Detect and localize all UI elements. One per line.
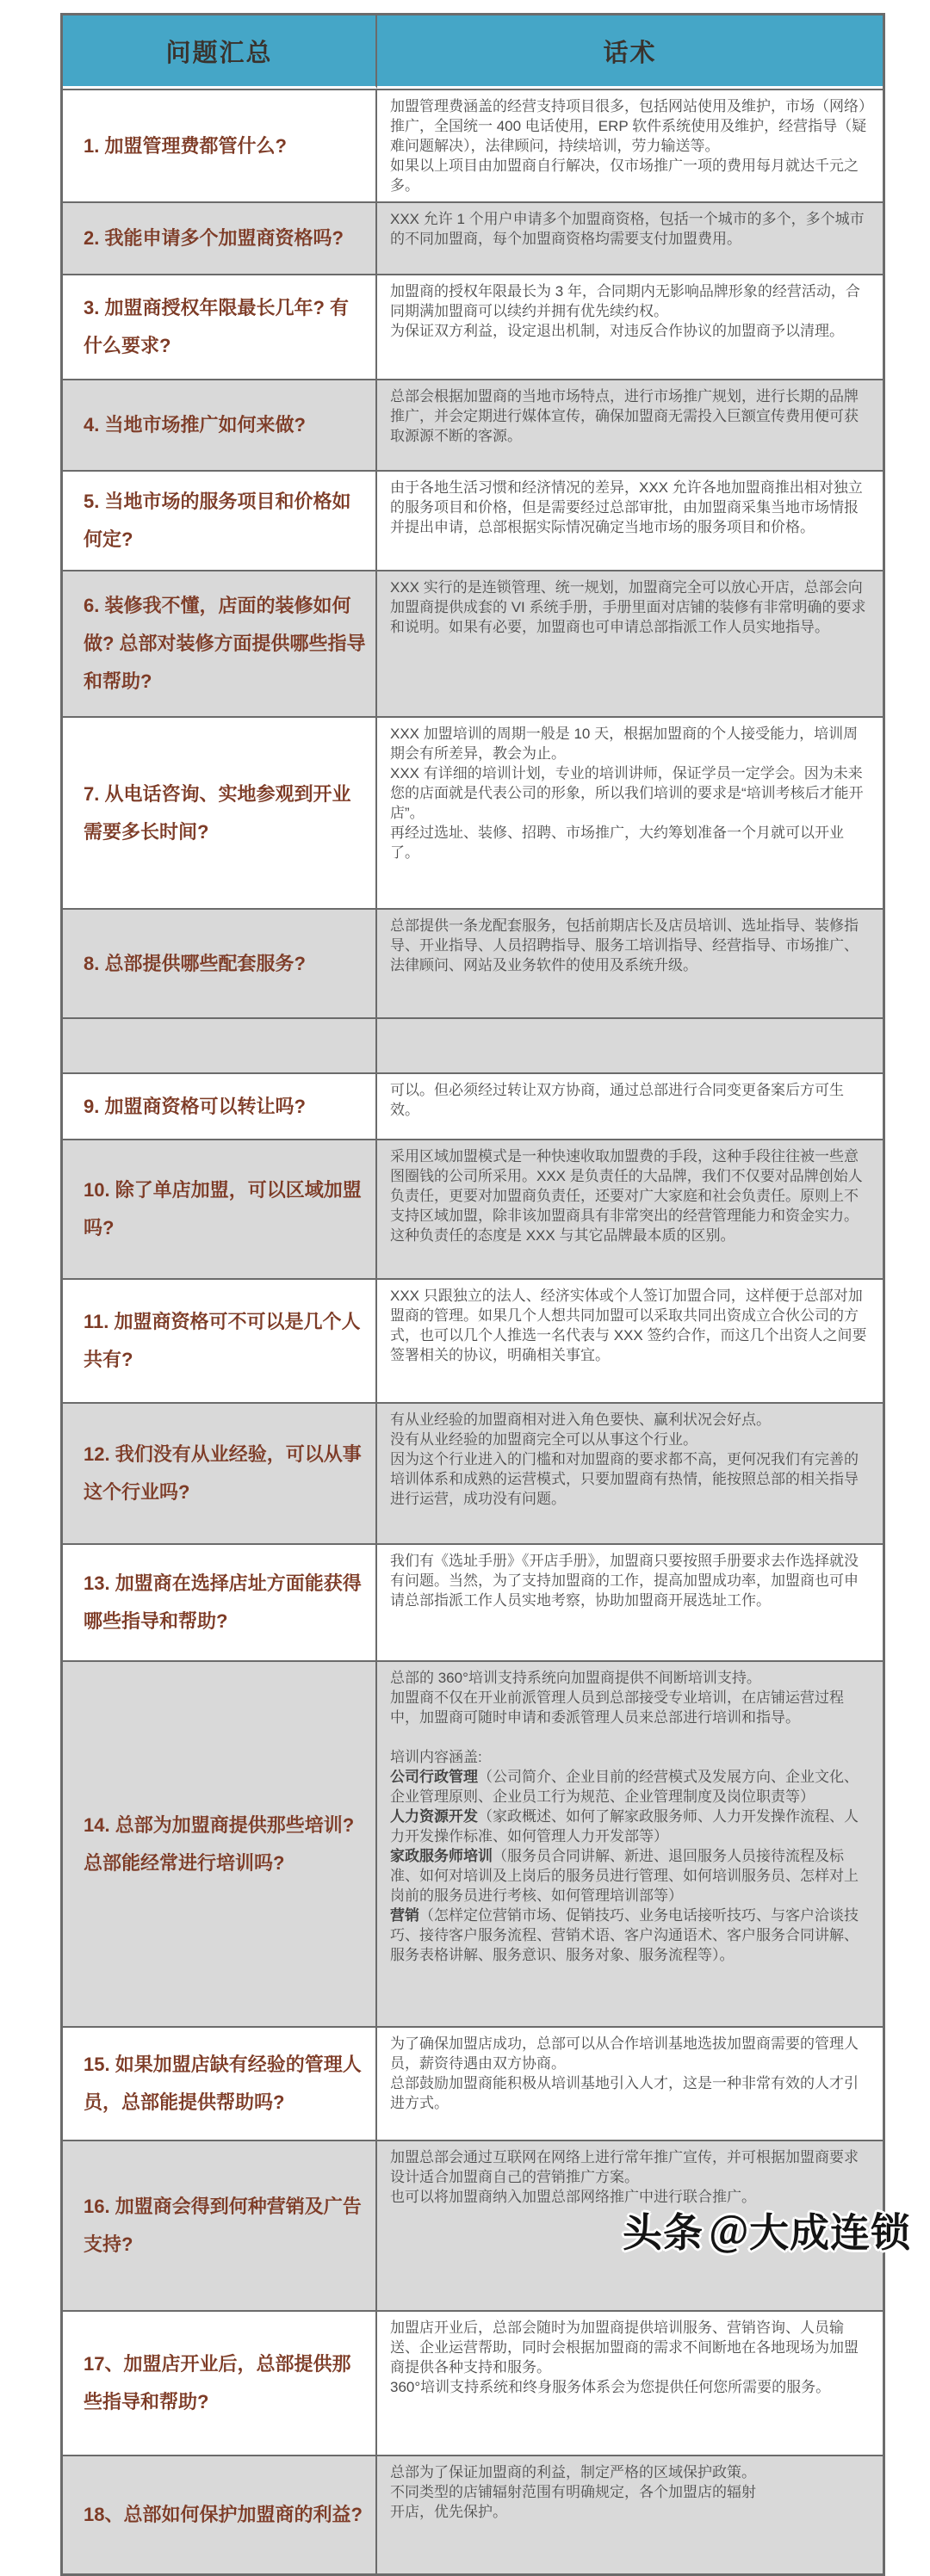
answer-paragraph: 培训内容涵盖: <box>390 1749 482 1765</box>
answer-paragraph: 加盟店开业后，总部会随时为加盟商提供培训服务、营销咨询、人员输送、企业运营帮助，同时会根据加盟商的需求不间断地在各地现场为加盟商提供各种支持和服务。 <box>390 2320 859 2375</box>
watermark-brand: 头条 <box>623 2210 704 2255</box>
answer-paragraph: XXX 实行的是连锁管理、统一规划，加盟商完全可以放心开店，总部会向加盟商提供成套的 VI 系统手册，手册里面对店铺的装修有非常明确的要求和说明。如果有必要，加盟商也可申请总部指派工作人员实地指导。 <box>390 579 866 635</box>
answer-paragraph: 总部的 360°培训支持系统向加盟商提供不间断培训支持。 <box>390 1670 761 1686</box>
answer-paragraph: 加盟总部会通过互联网在网络上进行常年推广宣传，并可根据加盟商要求设计适合加盟商自己的营销推广方案。 <box>390 2149 859 2185</box>
answer-cell <box>377 274 883 379</box>
question-text: 17、加盟店开业后，总部提供那些指导和帮助? <box>84 2353 351 2412</box>
question-text: 5. 当地市场的服务项目和价格如何定? <box>84 491 351 550</box>
question-cell <box>63 201 377 274</box>
faq-row <box>63 716 883 908</box>
faq-row <box>63 1402 883 1543</box>
faq-row <box>63 908 883 1017</box>
question-cell <box>63 1017 377 1072</box>
question-cell <box>63 1543 377 1660</box>
question-cell <box>63 1660 377 2026</box>
faq-row <box>63 2026 883 2140</box>
question-cell <box>63 274 377 379</box>
question-cell <box>63 379 377 470</box>
answer-paragraph: 为保证双方利益，设定退出机制，对违反合作协议的加盟商予以清理。 <box>390 323 844 339</box>
question-text: 2. 我能申请多个加盟商资格吗? <box>84 227 344 249</box>
answer-paragraph: 人力资源开发（家政概述、如何了解家政服务师、人力开发操作流程、人力开发操作标准、如何管理人力开发部等） <box>390 1808 859 1844</box>
answer-paragraph: 由于各地生活习惯和经济情况的差异，XXX 允许各地加盟商推出相对独立的服务项目和价格，但是需要经过总部审批，由加盟商采集当地市场情报并提出申请，总部根据实际情况确定当地市场的服务项目和价格。 <box>390 479 863 535</box>
answer-paragraph: 公司行政管理（公司简介、企业目前的经营模式及发展方向、企业文化、企业管理原则、企业员工行为规范、企业管理制度及岗位职责等） <box>390 1769 859 1805</box>
answer-paragraph <box>390 1727 869 1747</box>
answer-cell <box>377 1402 883 1543</box>
faq-row <box>63 2455 883 2573</box>
answer-cell <box>377 1017 883 1072</box>
faq-spacer-row <box>63 1017 883 1072</box>
question-text: 18、总部如何保护加盟商的利益? <box>84 2504 363 2525</box>
answer-cell <box>377 2455 883 2573</box>
question-cell <box>63 2310 377 2455</box>
answer-paragraph: 也可以将加盟商纳入加盟总部网络推广中进行联合推广。 <box>390 2189 756 2205</box>
question-text: 12. 我们没有从业经验，可以从事这个行业吗? <box>84 1443 362 1503</box>
question-cell <box>63 470 377 570</box>
faq-row <box>63 1139 883 1278</box>
question-text: 9. 加盟商资格可以转让吗? <box>84 1095 306 1117</box>
answer-paragraph: 如果以上项目由加盟商自行解决，仅市场推广一项的费用每月就达千元之多。 <box>390 158 859 194</box>
question-cell <box>63 1278 377 1402</box>
answer-paragraph: 开店，优先保护。 <box>390 2504 507 2520</box>
answer-paragraph: 总部鼓励加盟商能积极从培训基地引入人才，这是一种非常有效的人才引进方式。 <box>390 2075 859 2111</box>
answer-paragraph: 营销（怎样定位营销市场、促销技巧、业务电话接听技巧、与客户洽谈技巧、接待客户服务流程、营销术语、客户沟通语术、客户服务合同讲解、服务表格讲解、服务意识、服务对象、服务流程等）。 <box>390 1907 859 1963</box>
faq-row <box>63 1278 883 1402</box>
faq-row <box>63 570 883 716</box>
faq-row <box>63 201 883 274</box>
question-cell <box>63 2026 377 2140</box>
answer-bold-term: 营销 <box>390 1907 419 1924</box>
question-text: 15. 如果加盟店缺有经验的管理人员，总部能提供帮助吗? <box>84 2054 362 2113</box>
question-text: 14. 总部为加盟商提供那些培训? 总部能经常进行培训吗? <box>84 1813 355 1874</box>
answer-cell <box>377 89 883 201</box>
question-text: 8. 总部提供哪些配套服务? <box>84 952 306 974</box>
faq-table-body <box>63 89 883 2573</box>
answer-cell <box>377 2026 883 2140</box>
faq-table <box>60 13 885 2576</box>
answer-paragraph: 为了确保加盟店成功，总部可以从合作培训基地选拔加盟商需要的管理人员，薪资待遇由双方协商。 <box>390 2035 859 2072</box>
question-cell <box>63 1402 377 1543</box>
question-cell <box>63 908 377 1017</box>
answer-paragraph: 加盟管理费涵盖的经营支持项目很多，包括网站使用及维护，市场（网络）推广，全国统一 400 电话使用，ERP 软件系统使用及维护，经营指导（疑难问题解决），法律顾问，持续培训，劳力输送等。 <box>390 98 867 154</box>
answer-paragraph: 因为这个行业进入的门槛和对加盟商的要求都不高，更何况我们有完善的培训体系和成熟的运营模式，只要加盟商有热情，能按照总部的相关指导进行运营，成功没有问题。 <box>390 1451 859 1507</box>
answer-paragraph: XXX 有详细的培训计划，专业的培训讲师，保证学员一定学会。因为未来您的店面就是代表公司的形象，所以我们培训的要求是“培训考核后才能开店”。 <box>390 765 864 821</box>
question-text: 13. 加盟商在选择店址方面能获得哪些指导和帮助? <box>84 1572 362 1632</box>
question-column-header: 问题汇总 <box>63 15 377 89</box>
answer-cell <box>377 1278 883 1402</box>
answer-paragraph: 家政服务师培训（服务员合同讲解、新进、退回服务人员接待流程及标准、如何对培训及上岗后的服务员进行管理、如何培训服务员、怎样对上岗前的服务员进行考核、如何管理培训部等） <box>390 1848 859 1904</box>
answer-paragraph: 360°培训支持系统和终身服务体系会为您提供任何您所需要的服务。 <box>390 2379 831 2395</box>
question-cell <box>63 2140 377 2310</box>
faq-row <box>63 470 883 570</box>
answer-paragraph: 可以。但必须经过转让双方协商，通过总部进行合同变更备案后方可生效。 <box>390 1082 844 1118</box>
faq-row <box>63 89 883 201</box>
answer-paragraph: XXX 只跟独立的法人、经济实体或个人签订加盟合同，这样便于总部对加盟商的管理。如果几个人想共同加盟可以采取共同出资成立合伙公司的方式，也可以几个人推选一名代表与 XXX 签约合作，而这几个出资人之间要签署相关的协议，明确相关事宜。 <box>390 1288 867 1363</box>
header-row <box>63 15 883 89</box>
answer-paragraph: 我们有《选址手册》《开店手册》，加盟商只要按照手册要求去作选择就没有问题。当然，为了支持加盟商的工作，提高加盟成功率，加盟商也可申请总部指派工作人员实地考察，协助加盟商开展选址工作。 <box>390 1553 859 1609</box>
question-text: 11. 加盟商资格可不可以是几个人共有? <box>84 1311 361 1370</box>
question-text: 10. 除了单店加盟，可以区域加盟吗? <box>84 1179 362 1239</box>
answer-paragraph: XXX 允许 1 个用户申请多个加盟商资格，包括一个城市的多个，多个城市的不同加盟商，每个加盟商资格均需要支付加盟费用。 <box>390 211 865 247</box>
faq-row <box>63 1660 883 2026</box>
watermark-handle: ＠大成连锁 <box>709 2210 911 2255</box>
question-cell <box>63 1072 377 1139</box>
faq-row <box>63 274 883 379</box>
question-text: 4. 当地市场推广如何来做? <box>84 414 306 436</box>
answer-cell <box>377 570 883 716</box>
answer-bold-term: 人力资源开发 <box>390 1808 478 1825</box>
answer-paragraph: 加盟商的授权年限最长为 3 年，合同期内无影响品牌形象的经营活动，合同期满加盟商可以续约并拥有优先续约权。 <box>390 283 860 319</box>
answer-paragraph: 不同类型的店铺辐射范围有明确规定，各个加盟店的辐射 <box>390 2484 756 2500</box>
watermark <box>623 2202 911 2258</box>
answer-bold-term: 公司行政管理 <box>390 1769 478 1785</box>
answer-cell <box>377 1660 883 2026</box>
question-text: 16. 加盟商会得到何种营销及广告支持? <box>84 2196 362 2255</box>
question-text: 1. 加盟管理费都管什么? <box>84 134 287 157</box>
answer-paragraph: 总部为了保证加盟商的利益，制定严格的区域保护政策。 <box>390 2464 756 2480</box>
answer-cell <box>377 1139 883 1278</box>
question-cell <box>63 89 377 201</box>
answer-cell <box>377 2310 883 2455</box>
answer-paragraph: XXX 加盟培训的周期一般是 10 天，根据加盟商的个人接受能力，培训周期会有所差异，教会为止。 <box>390 726 859 762</box>
answer-cell <box>377 1543 883 1660</box>
answer-bold-term: 家政服务师培训 <box>390 1848 493 1864</box>
question-text: 3. 加盟商授权年限最长几年? 有什么要求? <box>84 297 350 356</box>
question-cell <box>63 2455 377 2573</box>
answer-paragraph: 没有从业经验的加盟商完全可以从事这个行业。 <box>390 1431 698 1448</box>
question-text: 6. 装修我不懂，店面的装修如何做? 总部对装修方面提供哪些指导和帮助? <box>84 595 366 692</box>
question-cell <box>63 1139 377 1278</box>
answer-cell <box>377 1072 883 1139</box>
answer-cell <box>377 716 883 908</box>
answer-cell <box>377 908 883 1017</box>
answer-paragraph: 采用区域加盟模式是一种快速收取加盟费的手段，这种手段往往被一些意图圈钱的公司所采用。XXX 是负责任的大品牌，我们不仅要对品牌创始人负责任，更要对加盟商负责任，还要对广大家庭和社会负责任。原则上不支持区域加盟，除非该加盟商具有非常突出的经营管理能力和资金实力。这种负责任的态度是 XXX 与其它品牌最本质的区别。 <box>390 1148 863 1244</box>
answer-paragraph: 有从业经验的加盟商相对进入角色要快、赢利状况会好点。 <box>390 1412 771 1428</box>
faq-row <box>63 2310 883 2455</box>
script-column-header: 话术 <box>377 15 883 89</box>
question-cell <box>63 570 377 716</box>
faq-row <box>63 379 883 470</box>
question-text: 7. 从电话咨询、实地参观到开业需要多长时间? <box>84 782 351 843</box>
answer-paragraph: 加盟商不仅在开业前派管理人员到总部接受专业培训，在店铺运营过程中，加盟商可随时申请和委派管理人员来总部进行培训和指导。 <box>390 1690 844 1726</box>
faq-row <box>63 1543 883 1660</box>
faq-row <box>63 1072 883 1139</box>
answer-paragraph: 总部提供一条龙配套服务，包括前期店长及店员培训、选址指导、装修指导、开业指导、人员招聘指导、服务工培训指导、经营指导、市场推广、法律顾问、网站及业务软件的使用及系统升级。 <box>390 917 859 973</box>
answer-paragraph: 再经过选址、装修、招聘、市场推广，大约筹划准备一个月就可以开业了。 <box>390 825 844 861</box>
answer-paragraph: 总部会根据加盟商的当地市场特点，进行市场推广规划，进行长期的品牌推广，并会定期进行媒体宣传，确保加盟商无需投入巨额宣传费用便可获取源源不断的客源。 <box>390 388 859 444</box>
answer-cell <box>377 379 883 470</box>
answer-cell <box>377 201 883 274</box>
answer-cell <box>377 470 883 570</box>
question-cell <box>63 716 377 908</box>
